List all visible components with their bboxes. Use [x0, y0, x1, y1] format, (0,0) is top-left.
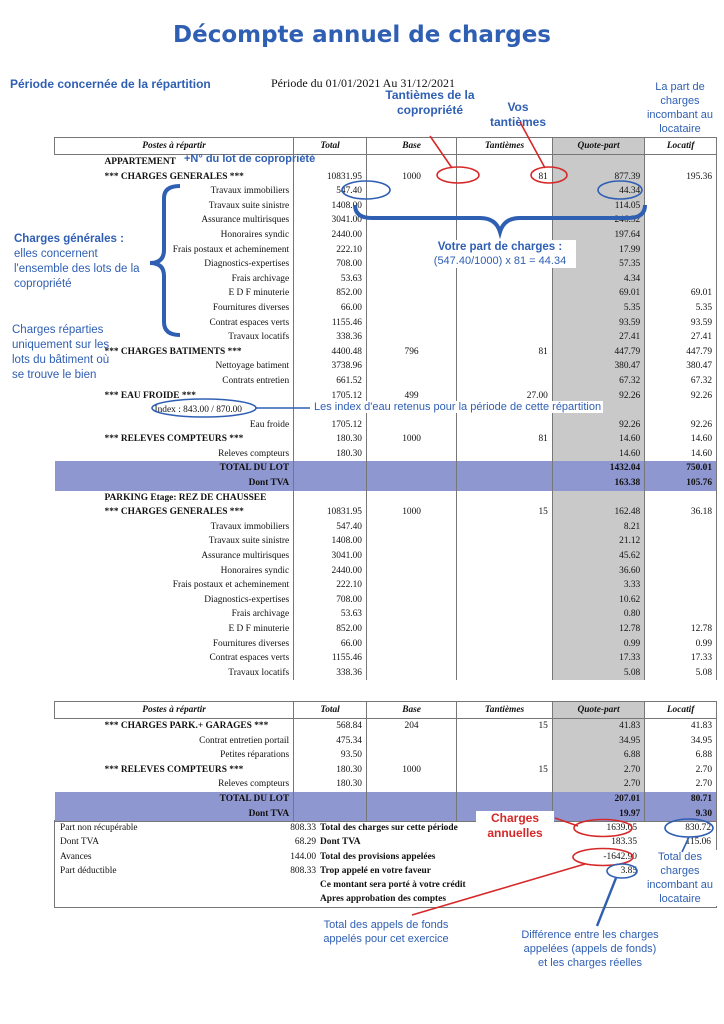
row-label: Releves compteurs	[55, 447, 294, 462]
row-label: Travaux suite sinistre	[55, 199, 294, 214]
cell-locatif: 67.32	[645, 374, 717, 389]
row-label: Honoraires syndic	[55, 564, 294, 579]
annotation-votre-part-title: Votre part de charges :	[437, 241, 563, 253]
circle-total-locataire	[665, 819, 713, 837]
header-locatif: Locatif	[645, 702, 717, 719]
cell-total: 852.00	[294, 286, 367, 301]
cell-quote-part: 36.60	[552, 564, 644, 579]
cell-locatif: 12.78	[645, 622, 717, 637]
row-label: Nettoyage batiment	[55, 359, 294, 374]
summary-label: Part non récupérable	[60, 823, 138, 833]
summary-value: 808.33	[290, 823, 316, 833]
summary-value: 68.29	[294, 837, 316, 848]
cell-locatif: 92.26	[645, 389, 717, 404]
cell-total: 3738.96	[294, 359, 367, 374]
annotation-charges-generales-title: Charges générales :	[14, 233, 124, 245]
cell-quote-part: 3.33	[552, 578, 644, 593]
cell-tantiemes: 15	[457, 763, 553, 778]
period-label: Période concernée de la répartition	[10, 77, 211, 91]
row-label: Frais archivage	[55, 607, 294, 622]
cell-total: 53.63	[294, 272, 367, 287]
cell-quote-part: 69.01	[552, 286, 644, 301]
cell-quote-part: 93.59	[552, 316, 644, 331]
circle-index	[152, 399, 256, 417]
cell-quote-part: 92.26	[552, 418, 644, 433]
row-label: Fournitures diverses	[55, 301, 294, 316]
cell-quote-part: 207.01	[552, 792, 644, 807]
cell-locatif: 105.76	[645, 476, 717, 491]
connector-total-locataire	[682, 837, 689, 852]
cell-total: 852.00	[294, 622, 367, 637]
cell-quote-part: 14.60	[552, 447, 644, 462]
cell-base: 796	[366, 345, 456, 360]
circle-tantiemes-81	[531, 167, 567, 183]
summary-quote-part: 1639.05	[606, 823, 637, 833]
page-title: Décompte annuel de charges	[173, 22, 551, 48]
cell-tantiemes: 27.00	[457, 389, 553, 404]
row-label: *** CHARGES PARK.+ GARAGES ***	[55, 719, 294, 734]
row-label: Travaux immobiliers	[55, 184, 294, 199]
cell-total: 222.10	[294, 243, 367, 258]
row-label: *** CHARGES GENERALES ***	[55, 170, 294, 185]
cell-quote-part: 1432.04	[552, 461, 644, 476]
row-label: Dont TVA	[55, 476, 294, 491]
cell-locatif: 27.41	[645, 330, 717, 345]
cell-locatif: 93.59	[645, 316, 717, 331]
annotation-tantiemes-copro: Tantièmes de la copropriété	[385, 88, 475, 117]
cell-locatif: 14.60	[645, 447, 717, 462]
cell-total: 180.30	[294, 432, 367, 447]
brace-votre-part	[355, 205, 645, 232]
cell-locatif: 750.01	[645, 461, 717, 476]
period-value: Période du 01/01/2021 Au 31/12/2021	[271, 76, 455, 90]
cell-locatif: 92.26	[645, 418, 717, 433]
row-label: Contrat espaces verts	[55, 316, 294, 331]
cell-total: 708.00	[294, 593, 367, 608]
cell-quote-part: 27.41	[552, 330, 644, 345]
cell-quote-part: 4.34	[552, 272, 644, 287]
cell-quote-part: 8.21	[552, 520, 644, 535]
cell-total: 1155.46	[294, 316, 367, 331]
summary-label: Total des provisions appelées	[320, 851, 436, 862]
cell-quote-part: 6.88	[552, 748, 644, 763]
circle-charges-annuelles	[574, 820, 632, 837]
circle-trop-appele	[607, 864, 637, 878]
cell-total: 1408.00	[294, 534, 367, 549]
cell-quote-part: 163.38	[552, 476, 644, 491]
header-locatif: Locatif	[645, 138, 717, 155]
cell-total: 3041.00	[294, 213, 367, 228]
cell-total: 66.00	[294, 637, 367, 652]
summary-quote-part: 3.85	[620, 865, 637, 876]
annotation-vos-tantiemes: Vos tantièmes	[489, 100, 547, 129]
row-label: Eau froide	[55, 418, 294, 433]
cell-total: 475.34	[294, 734, 367, 749]
annotation-charges-annuelles: Charges annuelles	[476, 811, 554, 841]
cell-quote-part: 447.79	[552, 345, 644, 360]
summary-locatif: 115.06	[685, 837, 711, 848]
cell-quote-part: 17.33	[552, 651, 644, 666]
header-base: Base	[366, 702, 456, 719]
cell-quote-part: 5.35	[552, 301, 644, 316]
row-label: Assurance multirisques	[55, 549, 294, 564]
cell-quote-part: 877.39	[552, 170, 644, 185]
summary-label: Dont TVA	[320, 837, 361, 848]
cell-total: 1408.00	[294, 199, 367, 214]
cell-quote-part: 17.99	[552, 243, 644, 258]
row-label: Releves compteurs	[55, 777, 294, 792]
cell-quote-part: 114.05	[552, 199, 644, 214]
connector-provisions	[412, 864, 585, 915]
cell-total: 661.52	[294, 374, 367, 389]
annotation-part-locataire: La part de charges incombant au locataire	[646, 81, 714, 135]
cell-quote-part: 0.80	[552, 607, 644, 622]
row-label: Petites réparations	[55, 748, 294, 763]
cell-quote-part: 2.70	[552, 763, 644, 778]
cell-locatif: 41.83	[645, 719, 717, 734]
header-total: Total	[294, 702, 367, 719]
cell-total: 180.30	[294, 447, 367, 462]
cell-quote-part: 162.48	[552, 505, 644, 520]
summary-label: Avances	[60, 851, 92, 862]
cell-quote-part: 10.62	[552, 593, 644, 608]
cell-total: 10831.95	[294, 170, 367, 185]
row-label: *** RELEVES COMPTEURS ***	[55, 432, 294, 447]
cell-quote-part: 380.47	[552, 359, 644, 374]
cell-locatif: 5.35	[645, 301, 717, 316]
cell-total: 2440.00	[294, 228, 367, 243]
cell-total: 222.10	[294, 578, 367, 593]
cell-total: 180.30	[294, 763, 367, 778]
cell-total: 2440.00	[294, 564, 367, 579]
row-label: Fournitures diverses	[55, 637, 294, 652]
brace-charges-generales	[150, 186, 180, 335]
row-label: Frais postaux et acheminement	[55, 578, 294, 593]
cell-locatif: 14.60	[645, 432, 717, 447]
row-label: Dont TVA	[55, 807, 294, 822]
cell-total: 1155.46	[294, 651, 367, 666]
summary-value: 144.00	[290, 851, 316, 862]
row-label: Travaux immobiliers	[55, 520, 294, 535]
cell-total: 180.30	[294, 777, 367, 792]
row-label: Honoraires syndic	[55, 228, 294, 243]
cell-tantiemes: 81	[457, 170, 553, 185]
row-label: *** CHARGES GENERALES ***	[55, 505, 294, 520]
cell-locatif: 6.88	[645, 748, 717, 763]
cell-total: 547.40	[294, 520, 367, 535]
cell-locatif: 2.70	[645, 777, 717, 792]
cell-quote-part: 34.95	[552, 734, 644, 749]
cell-quote-part: 12.78	[552, 622, 644, 637]
row-label: TOTAL DU LOT	[55, 461, 294, 476]
connector-difference	[597, 878, 616, 926]
cell-quote-part: 57.35	[552, 257, 644, 272]
cell-locatif: 5.08	[645, 666, 717, 681]
cell-tantiemes: 15	[457, 505, 553, 520]
summary-label: Apres approbation des comptes	[320, 894, 446, 905]
row-label: Frais postaux et acheminement	[55, 243, 294, 258]
summary-label: Trop appelé en votre faveur	[320, 865, 431, 876]
cell-tantiemes: 81	[457, 345, 553, 360]
annotation-lot-number: +N° du lot de copropriété	[184, 153, 316, 165]
cell-quote-part: 246.32	[552, 213, 644, 228]
cell-quote-part: 0.99	[552, 637, 644, 652]
cell-total: 66.00	[294, 301, 367, 316]
cell-total: 1705.12	[294, 418, 367, 433]
row-label: Frais archivage	[55, 272, 294, 287]
cell-total: 4400.48	[294, 345, 367, 360]
row-label: Travaux locatifs	[55, 330, 294, 345]
cell-quote-part: 92.26	[552, 389, 644, 404]
row-label: APPARTEMENT	[55, 155, 294, 170]
row-label: Assurance multirisques	[55, 213, 294, 228]
connector-tantiemes-copro	[430, 136, 452, 168]
circle-provisions	[573, 849, 633, 866]
header-tantiemes: Tantièmes	[457, 702, 553, 719]
annotation-total-locataire: Total des charges incombant au locataire	[638, 850, 722, 906]
cell-locatif: 80.71	[645, 792, 717, 807]
row-label: Travaux locatifs	[55, 666, 294, 681]
annotation-charges-batiment: Charges réparties uniquement sur les lots du bâtiment où se trouve le bien	[12, 324, 110, 381]
cell-base: 499	[366, 389, 456, 404]
row-label: Diagnostics-expertises	[55, 593, 294, 608]
cell-quote-part: 41.83	[552, 719, 644, 734]
row-label: E D F minuterie	[55, 622, 294, 637]
row-label: PARKING Etage: REZ DE CHAUSSEE	[55, 491, 294, 506]
connector-charges-annuelles	[555, 818, 578, 826]
row-label: *** RELEVES COMPTEURS ***	[55, 763, 294, 778]
circle-total-547	[342, 181, 390, 199]
summary-label: Ce montant sera porté à votre crédit	[320, 880, 466, 891]
cell-base: 1000	[366, 505, 456, 520]
cell-total: 568.84	[294, 719, 367, 734]
cell-tantiemes: 81	[457, 432, 553, 447]
annotation-index-eau: Les index d'eau retenus pour la période de cette répartition	[314, 401, 602, 413]
header-quote-part: Quote-part	[552, 702, 644, 719]
summary-label: Dont TVA	[60, 837, 99, 848]
annotation-appels-fonds: Total des appels de fonds appelés pour cet exercice	[323, 919, 449, 945]
row-label: Contrat espaces verts	[55, 651, 294, 666]
cell-quote-part: 21.12	[552, 534, 644, 549]
cell-locatif: 380.47	[645, 359, 717, 374]
cell-quote-part: 19.97	[552, 807, 644, 822]
row-label: E D F minuterie	[55, 286, 294, 301]
cell-base: 1000	[366, 763, 456, 778]
cell-locatif: 17.33	[645, 651, 717, 666]
cell-locatif: 9.30	[645, 807, 717, 822]
row-label: Travaux suite sinistre	[55, 534, 294, 549]
cell-base: 204	[366, 719, 456, 734]
summary-label: Total des charges sur cette période	[320, 823, 458, 833]
header-quote-part: Quote-part	[552, 138, 644, 155]
row-label: Contrats entretien	[55, 374, 294, 389]
annotation-charges-generales-text: elles concernent l'ensemble des lots de la copropriété	[14, 248, 140, 290]
cell-locatif: 34.95	[645, 734, 717, 749]
connector-vos-tantiemes	[520, 122, 545, 168]
row-label: Diagnostics-expertises	[55, 257, 294, 272]
annotation-votre-part-formula: (547.40/1000) x 81 = 44.34	[433, 255, 567, 267]
annotation-difference: Différence entre les charges appelées (appels de fonds) et les charges réelles	[521, 929, 659, 969]
cell-quote-part: 45.62	[552, 549, 644, 564]
cell-tantiemes: 15	[457, 719, 553, 734]
cell-locatif: 0.99	[645, 637, 717, 652]
circle-base-1000	[437, 167, 479, 183]
cell-total: 338.36	[294, 666, 367, 681]
header-postes: Postes à répartir	[55, 138, 294, 155]
cell-locatif: 69.01	[645, 286, 717, 301]
cell-base: 1000	[366, 432, 456, 447]
cell-total: 3041.00	[294, 549, 367, 564]
row-label: *** CHARGES BATIMENTS ***	[55, 345, 294, 360]
cell-total: 10831.95	[294, 505, 367, 520]
cell-quote-part: 5.08	[552, 666, 644, 681]
row-label: Index : 843.00 / 870.00	[55, 403, 294, 418]
cell-total: 53.63	[294, 607, 367, 622]
cell-total: 93.50	[294, 748, 367, 763]
row-label: *** EAU FROIDE ***	[55, 389, 294, 404]
header-tantiemes: Tantièmes	[457, 138, 553, 155]
circle-qp-44	[598, 181, 642, 199]
cell-total: 1705.12	[294, 389, 367, 404]
cell-locatif: 36.18	[645, 505, 717, 520]
summary-label: Part déductible	[60, 865, 117, 876]
cell-base: 1000	[366, 170, 456, 185]
summary-value: 808.33	[290, 865, 316, 876]
cell-total: 708.00	[294, 257, 367, 272]
row-label: Contrat entretien portail	[55, 734, 294, 749]
row-label: TOTAL DU LOT	[55, 792, 294, 807]
cell-total: 338.36	[294, 330, 367, 345]
header-total: Total	[294, 138, 367, 155]
cell-locatif: 2.70	[645, 763, 717, 778]
header-base: Base	[366, 138, 456, 155]
header-postes: Postes à répartir	[55, 702, 294, 719]
cell-locatif: 195.36	[645, 170, 717, 185]
cell-locatif: 447.79	[645, 345, 717, 360]
summary-quote-part: -1642.90	[603, 851, 637, 862]
cell-quote-part: 67.32	[552, 374, 644, 389]
cell-quote-part: 2.70	[552, 777, 644, 792]
summary-locatif: 830.72	[685, 823, 711, 833]
summary-quote-part: 183.35	[611, 837, 637, 848]
cell-quote-part: 197.64	[552, 228, 644, 243]
cell-quote-part: 44.34	[552, 184, 644, 199]
cell-total: 547.40	[294, 184, 367, 199]
cell-quote-part: 14.60	[552, 432, 644, 447]
